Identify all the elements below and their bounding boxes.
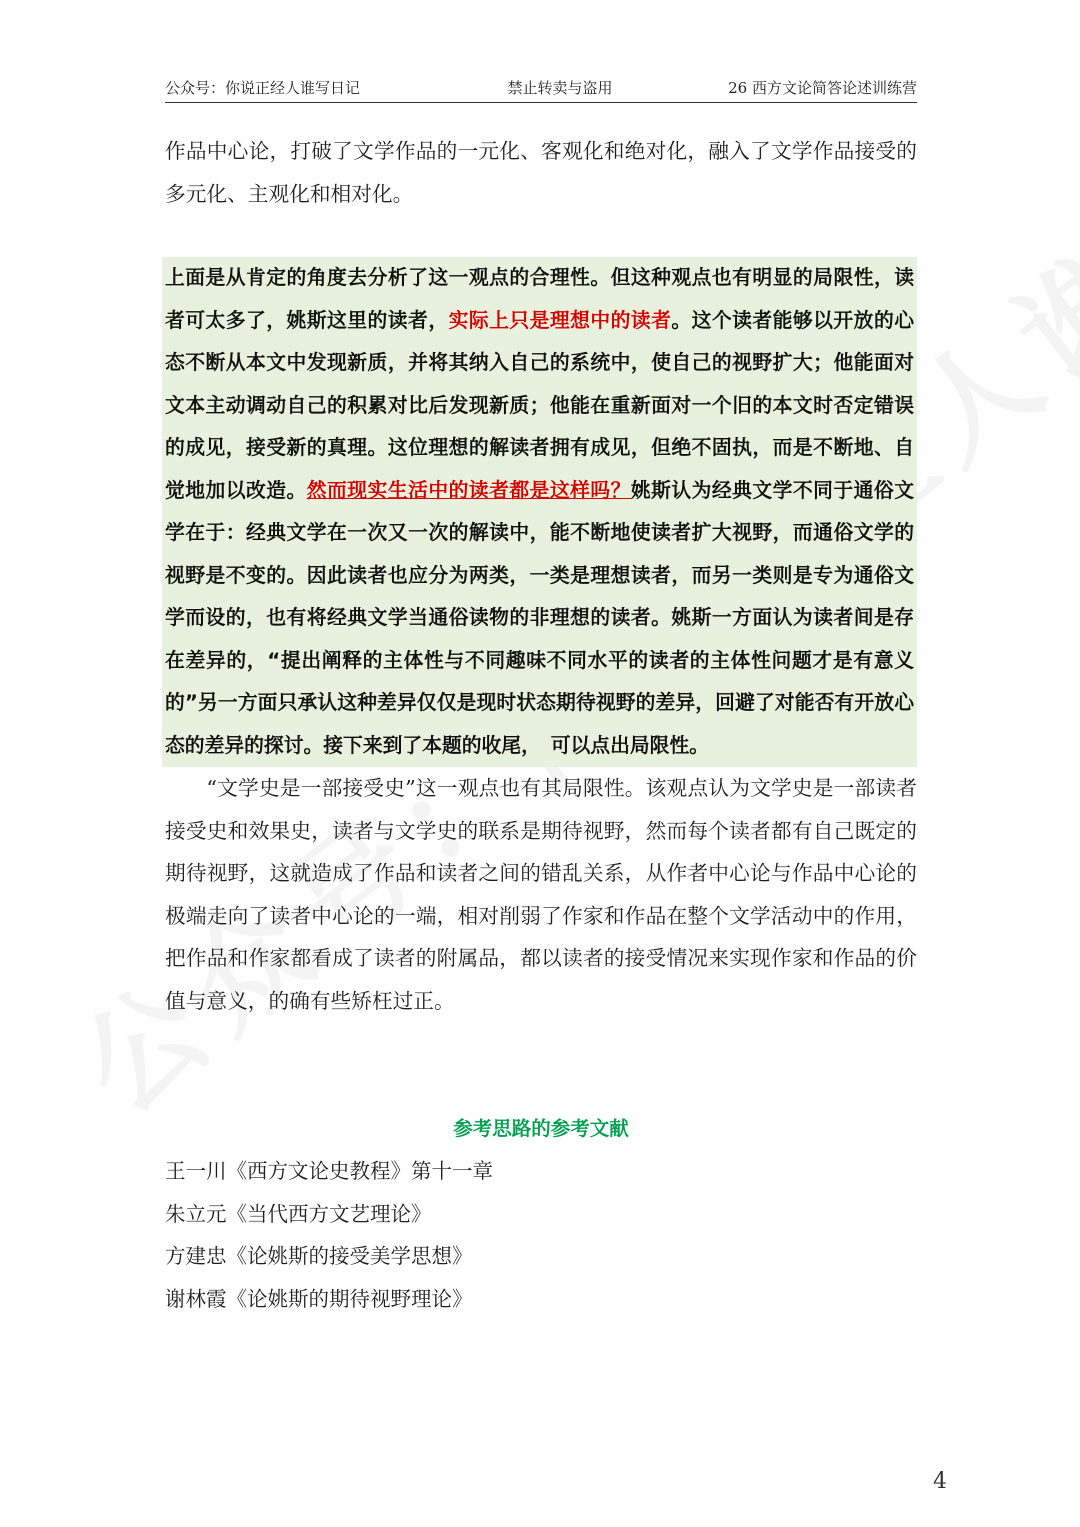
paragraph-intro: 作品中心论，打破了文学作品的一元化、客观化和绝对化，融入了文学作品接受的多元化、主观化和相对化。 bbox=[165, 139, 917, 206]
references-title: 参考思路的参考文献 bbox=[453, 1117, 629, 1140]
document-body bbox=[165, 130, 917, 1320]
reference-item: 王一川《西方文论史教程》第十一章 bbox=[165, 1159, 493, 1183]
paragraph-limitation: “文学史是一部接受史”这一观点也有其局限性。该观点认为文学史是一部读者接受史和效果史，读者与文学史的联系是期待视野，然而每个读者都有自己既定的期待视野，这就造成了作品和读者之间的错乱关系，从作者中心论与作品中心论的极端走向了读者中心论的一端，相对削弱了作家和作品在整个文学活动中的作用，把作品和作家都看成了读者的附属品，都以读者的接受情况来实现作家和作品的价值与意义，的确有些矫枉过正。 bbox=[165, 776, 917, 1013]
reference-item: 方建忠《论姚斯的接受美学思想》 bbox=[165, 1244, 473, 1268]
reference-item: 朱立元《当代西方文艺理论》 bbox=[165, 1201, 432, 1226]
red-underlined-question: 然而现实生活中的读者都是这样吗？ bbox=[306, 478, 631, 502]
page-number: 4 bbox=[933, 1469, 947, 1494]
header-left: 公众号：你说正经人谁写日记 bbox=[165, 79, 361, 97]
highlight-text-3: 姚斯认为经典文学不同于通俗文学在于：经典文学在一次又一次的解读中，能不断地使读者扩大视野，而通俗文学的视野是不变的。因此读者也应分为两类，一类是理想读者，而另一类则是专为通俗文学而设的，也有将经典文学当通俗读物的非理想的读者。姚斯一方面认为读者间是存在差异的，“提出阐释的主体性与不同趣味不同水平的读者的主体性问题才是有意义的”另一方面只承认这种差异仅仅是现时状态期待视野的差异，回避了对能否有开放心态的差异的探讨。接下来到了本题的收尾， 可以点出局限性。 bbox=[165, 478, 914, 757]
page-header bbox=[165, 72, 917, 103]
header-right: 26 西方文论简答论述训练营 bbox=[728, 79, 917, 97]
red-emphasis-ideal-reader: 实际上只是理想中的读者 bbox=[448, 308, 672, 332]
highlight-text-1: 上面是从肯定的角度去分析了这一观点的合理性。但这种观点也有明显的局限性，读者可太多了，姚斯这里的读者， bbox=[165, 266, 914, 332]
header-center: 禁止转卖与盗用 bbox=[507, 79, 613, 97]
highlighted-analysis-paragraph bbox=[162, 257, 917, 767]
references-list bbox=[165, 1150, 917, 1320]
reference-item: 谢林霞《论姚斯的期待视野理论》 bbox=[165, 1286, 473, 1311]
highlight-text-2: 。这个读者能够以开放的心态不断从本文中发现新质，并将其纳入自己的系统中，使自己的视野扩大；他能面对文本主动调动自己的积累对比后发现新质；他能在重新面对一个旧的本文时否定错误的成见，接受新的真理。这位理想的解读者拥有成见，但绝不固执，而是不断地、自觉地加以改造。 bbox=[165, 308, 914, 502]
